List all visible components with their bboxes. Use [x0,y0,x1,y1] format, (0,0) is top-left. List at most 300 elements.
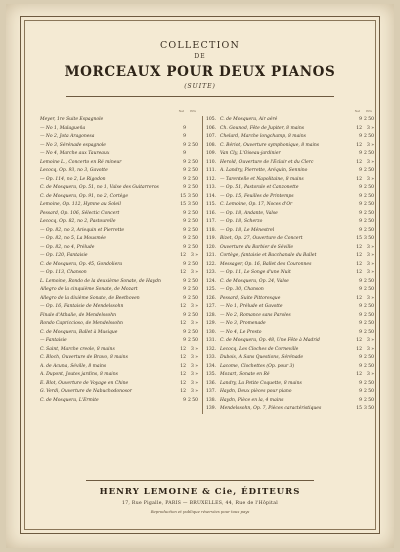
entry-net-price: 12 [356,253,362,258]
entry-net-price: 9 [359,287,362,292]
entry-price: 3 » [190,355,198,360]
entry-net-price: 9 [183,397,186,403]
entry-price: 2 50 [363,287,374,292]
entry-number: 113. [206,185,217,190]
entry-number: 114. [206,193,217,199]
entry-number: 105. [206,117,217,122]
catalogue-entry [26,150,198,159]
entry-price: 3 » [190,389,198,394]
entry-title: Dubois, A Sans Questions, Sérénade [220,355,304,360]
catalogue-entry [26,286,198,295]
catalogue-entry [206,193,374,202]
entry-price: 3 50 [363,406,374,411]
entry-title: A. Landry, Pierrette, Aréquin, Sennino [220,168,308,173]
entry-net-price: 12 [180,389,186,394]
entry-title: Finale d'Athalie, de Mendelssohn [40,312,117,318]
catalogue-entry [206,116,374,125]
catalogue-entry [206,125,374,134]
catalogue-entry [206,235,374,244]
entry-title: Lacome, Clochettes (Op. pour 3) [220,363,295,369]
entry-price: 2 50 [187,397,198,403]
entry-price: 2 50 [363,227,374,233]
entry-price: 2 50 [187,244,198,250]
entry-title: C. de Mosquera, Op. 45, Gondoliera [40,261,123,267]
entry-number: 127. [206,304,217,309]
entry-price: 2 50 [187,329,198,335]
entry-price: 2 50 [187,159,198,165]
entry-net-price: 12 [180,253,186,258]
entry-net-price: 9 [359,312,362,318]
catalogue-entry [206,218,374,227]
entry-price: 3 » [366,253,374,258]
entry-number: 119. [206,236,217,241]
entry-net-price: 9 [183,210,186,216]
entry-price: 3 » [366,295,374,301]
entry-number: 122. [206,261,217,267]
entry-title: Cortège, fantaisie et Bacchanale du Ballet [220,253,317,258]
left-column [26,116,198,405]
left-column-header [26,104,198,114]
entry-net-price: 12 [356,125,362,131]
entry-net-price: 15 [180,202,186,207]
entry-price: 2 50 [187,185,198,190]
catalogue-entry [26,269,198,278]
entry-price: 3 » [366,372,374,377]
entry-price: 2 50 [363,363,374,369]
entry-price: 2 50 [187,227,198,233]
entry-net-price: 9 [359,117,362,122]
entry-price: 3 » [366,125,374,131]
entry-net-price: 9 [183,176,186,182]
catalogue-entry [26,227,198,236]
entry-net-price: 9 [359,193,362,199]
entry-price: 2 50 [363,278,374,284]
entry-price: 2 50 [363,355,374,360]
entry-number: 112. [206,176,217,182]
entry-net-price: 12 [180,346,186,352]
entry-title: — Op. 82, no 4, Prélude [40,244,95,250]
entry-title: Pessard, Suite Pittoresque [220,295,281,301]
entry-net-price: 12 [180,372,186,377]
entry-net-price: 9 [359,321,362,326]
entry-title: Ouverture du Barbier de Séville [220,244,294,250]
entry-price: 3 » [366,176,374,182]
entry-title: — Op. 113, Chanson [40,270,87,275]
catalogue-entry [26,133,198,142]
entry-net-price: 12 [180,363,186,369]
entry-net-price: 9 [359,397,362,403]
entry-title: Rondo Capriccioso, de Mendelssohn [40,321,123,326]
entry-number: 116. [206,210,217,216]
catalogue-entry [26,244,198,253]
entry-price: 3 » [366,261,374,267]
catalogue-entry [26,210,198,219]
catalogue-entry [206,329,374,338]
catalogue-entry [206,159,374,168]
entry-number: 107. [206,134,217,139]
entry-number: 131. [206,338,217,343]
catalogue-entry [206,295,374,304]
entry-price: 2 50 [363,380,374,386]
entry-title: — Op. 11, Le Songe d'une Nuit [220,270,291,275]
entry-number: 121. [206,253,217,258]
entry-price: 2 50 [363,185,374,190]
catalogue-entry [26,303,198,312]
entry-price: 2 50 [187,176,198,182]
header-divider [66,96,334,97]
entry-price: 3 » [366,142,374,148]
entry-title: — Op. 51, Pastorale et Canzonette [220,185,299,190]
entry-price: 2 50 [363,219,374,224]
entry-number: 135. [206,372,217,377]
catalogue-entry [206,176,374,185]
entry-price: 3 » [366,338,374,343]
entry-price: 3 » [190,372,198,377]
catalogue-entry [206,252,374,261]
net-label-left: Net [178,109,184,113]
entry-title: — No 3, Promenade [220,321,266,326]
suite-subtitle: (SUITE) [184,83,216,90]
entry-price: 2 50 [363,304,374,309]
catalogue-entry [206,312,374,321]
entry-title: — Fantaisie [40,338,67,343]
catalogue-entry [206,337,374,346]
entry-number: 139. [206,406,217,411]
entry-net-price: 9 [359,134,362,139]
catalogue-entry [26,337,198,346]
entry-net-price: 9 [359,329,362,335]
entry-number: 136. [206,380,217,386]
entry-number: 118. [206,227,217,233]
entry-title: — Op. 30, Chanson [220,287,264,292]
entry-price: 3 » [190,380,198,386]
entry-net-price: 12 [180,304,186,309]
entry-price: 2 50 [363,134,374,139]
entry-title: Landry, La Petite Coquette, 8 mains [220,380,302,386]
de-heading: DE [194,53,206,60]
entry-title: Chelard, Marche longchamp, 8 mains [220,134,306,139]
entry-net-price: 12 [180,355,186,360]
catalogue-entry [206,346,374,355]
entry-price: 2 50 [363,397,374,403]
entry-title: Pessard, Op. 106, Sélectic Concert [40,210,120,216]
entry-net-price: 9 [183,159,186,165]
entry-net-price: 9 [183,125,186,131]
catalogue-entry [206,210,374,219]
catalogue-entry [206,363,374,372]
catalogue-entry [206,227,374,236]
entry-title: L. Lemoine, Rondo de la deuxième Sonate, de Haydn [40,278,161,284]
entry-net-price: 15 [356,406,362,411]
entry-title: Mozart, Sonate en Ré [220,372,270,377]
catalogue-entry [26,261,198,270]
entry-price: 2 50 [363,202,374,207]
entry-net-price: 12 [356,261,362,267]
entry-net-price: 12 [180,270,186,275]
catalogue-entry [26,159,198,168]
entry-title: — No 1, Prélude et Gavotte [220,304,283,309]
entry-price: 3 » [190,363,198,369]
entry-title: — Op. 16, Fantaisie de Mendelssohn [40,304,124,309]
entry-title: C. Saint, Marche creole, 8 mains [40,346,115,352]
entry-net-price: 12 [356,142,362,148]
entry-number: 110. [206,159,217,165]
entry-title: Lemoine L., Concerto en Ré mineur [40,159,122,165]
entry-net-price: 12 [356,295,362,301]
catalogue-entry [206,388,374,397]
catalogue-entry [26,354,198,363]
entry-net-price: 12 [356,244,362,250]
catalogue-entry [206,286,374,295]
entry-price: 2 50 [187,312,198,318]
entry-title: G. Verdi, Ouverture de Nabuchodonosor [40,389,132,394]
catalogue-table [26,104,374,476]
entry-title: Meyer, 1re Suite Espagnole [40,117,104,122]
entry-title: C. Bériot, Ouverture symphonique, 8 mains [220,142,320,148]
entry-net-price: 9 [183,261,186,267]
entry-net-price: 12 [356,346,362,352]
catalogue-entry [206,380,374,389]
entry-net-price: 9 [359,304,362,309]
publisher-address: 17, Rue Pigalle, PARIS — BRUXELLES, 44, Rue de l'Hôpital [121,501,279,506]
entry-price: 3 50 [187,193,198,199]
entry-title: — No 1, Malagueña [40,125,86,131]
entry-price: 3 » [190,253,198,258]
entry-net-price: 12 [356,372,362,377]
catalogue-entry [26,125,198,134]
catalogue-entry [26,346,198,355]
entry-price: 2 50 [187,142,198,148]
entry-net-price: 9 [359,227,362,233]
sheet-music-cover [6,4,394,548]
entry-title: Lemoine, Op. 112, Hymne au Soleil [40,202,121,207]
catalogue-entry [26,193,198,202]
entry-net-price: 9 [183,287,186,292]
entry-price: 2 50 [363,193,374,199]
entry-price: 2 50 [187,278,198,284]
right-column-header [202,104,374,114]
entry-price: 2 50 [187,287,198,292]
entry-net-price: 9 [359,168,362,173]
entry-price: 2 50 [187,338,198,343]
entry-title: Lecocq, Op. 93, no 3, Gavotte [40,168,108,173]
entry-price: 2 50 [363,389,374,394]
entry-title: A. de Acuna, Séville, 8 mains [40,363,107,369]
entry-number: 124. [206,278,217,284]
entry-number: 115. [206,202,217,207]
entry-title: A. Dupont, Joutes jardins, 8 mains [40,372,118,377]
entry-number: 123. [206,270,217,275]
entry-net-price: 9 [183,227,186,233]
catalogue-entry [26,201,198,210]
entry-net-price: 9 [359,355,362,360]
entry-title: Van Cly, L'Oiseau-jardinier [220,151,281,156]
catalogue-entry [26,176,198,185]
entry-title: C. de Mosquera, Op. 91, no 2, Cortège [40,193,128,199]
entry-price: 2 50 [363,312,374,318]
entry-title: — No 4, Le Presto [220,329,262,335]
entry-price: 3 » [366,270,374,275]
entry-price: 2 50 [363,151,374,156]
entry-net-price: 9 [359,278,362,284]
catalogue-entry [206,278,374,287]
catalogue-entry [206,133,374,142]
net-label-right: Net [354,109,360,113]
entry-title: Ch. Gounod, Fête de Jupiter, 8 mains [220,125,305,131]
entry-price: 2 50 [363,168,374,173]
entry-title: C. de Mosquera, Op. 51, no 1, Valse des Guitarreros [40,185,159,190]
entry-price: 3 » [190,346,198,352]
entry-price: 2 50 [363,321,374,326]
entry-net-price: 9 [359,389,362,394]
entry-net-price: 9 [183,142,186,148]
entry-net-price: 12 [356,338,362,343]
collection-heading: COLLECTION [159,40,241,51]
entry-net-price: 9 [183,134,186,139]
catalogue-entry [26,329,198,338]
entry-title: Bizet, Op. 27, Ouverture de Concert [220,236,303,241]
entry-net-price: 12 [180,380,186,386]
entry-net-price: 9 [359,363,362,369]
rights-note: Reproduction et publique réservées pour tous pays [150,509,250,514]
entry-price: 3 50 [363,236,374,241]
entry-price: 2 50 [363,329,374,335]
entry-net-price: 9 [183,244,186,250]
entry-price: 2 50 [187,219,198,224]
entry-net-price: 9 [183,295,186,301]
catalogue-entry [26,142,198,151]
entry-net-price: 12 [356,270,362,275]
entry-number: 108. [206,142,217,148]
entry-title: Lecocq, Les Cloches de Corneville [220,346,299,352]
catalogue-entry [26,363,198,372]
catalogue-entry [206,397,374,406]
entry-title: — Op. 18, Scherzo [220,219,263,224]
entry-net-price: 9 [359,210,362,216]
catalogue-entry [26,320,198,329]
entry-title: C. de Mosquera, Op. 48, Une Fête à Madrid [220,338,320,343]
catalogue-entry [26,380,198,389]
catalogue-entry [206,244,374,253]
entry-net-price: 12 [356,176,362,182]
entry-title: C. de Mosquera, Op. 24, Valse [220,278,289,284]
catalogue-entry [206,201,374,210]
entry-net-price: 9 [183,278,186,284]
catalogue-entry [26,278,198,287]
entry-price: 3 » [190,321,198,326]
entry-title: Allegro de la cinquième Sonate, de Mozart [40,287,138,292]
entry-price: 3 50 [187,202,198,207]
entry-number: 137. [206,389,217,394]
entry-number: 126. [206,295,217,301]
entry-title: Mendelssohn, Op. 7, Pièces caractéristiques [220,406,322,411]
catalogue-entry [26,116,198,125]
entry-number: 138. [206,397,217,403]
entry-title: E. Blot, Ouverture de Voyage en Chine [40,380,129,386]
catalogue-entry [206,269,374,278]
footer-divider [86,480,314,481]
catalogue-entry [26,371,198,380]
entry-title: — Op. 18, Le Ménestrel [220,227,275,233]
entry-number: 117. [206,219,217,224]
entry-net-price: 9 [183,168,186,173]
entry-price: 3 » [366,244,374,250]
entry-number: 111. [206,168,217,173]
entry-net-price: 9 [183,338,186,343]
entry-number: 130. [206,329,217,335]
entry-net-price: 9 [183,185,186,190]
entry-title: — No 2, Romance sans Paroles [220,312,291,318]
entry-number: 125. [206,287,217,292]
catalogue-entry [206,142,374,151]
entry-net-price: 9 [359,219,362,224]
catalogue-entry [206,261,374,270]
entry-title: Lecocq, Op. 82, no 2, Pastourelle [40,219,116,224]
entry-title: Haydn, Pièce en la, 4 mains [220,397,284,403]
entry-title: C. Lemoine, Op. 17, Noces d'Or [220,202,293,207]
entry-price: 2 50 [187,236,198,241]
entry-title: Messager, Op. 16, Ballet des Couronnes [220,261,312,267]
entry-net-price: 9 [359,202,362,207]
entry-title: Allegro de la dixième Sonate, de Beethoven [40,295,140,301]
entry-net-price: 9 [183,151,186,156]
right-column [202,116,374,414]
entry-number: 129. [206,321,217,326]
entry-number: 106. [206,125,217,131]
entry-number: 109. [206,151,217,156]
entry-number: 132. [206,346,217,352]
catalogue-entry [26,312,198,321]
entry-net-price: 12 [180,321,186,326]
page-title: MORCEAUX POUR DEUX PIANOS [64,64,336,80]
entry-net-price: 9 [183,219,186,224]
entry-title: — Op. 120, Fantaisie [40,253,88,258]
entry-title: C. de Mosquera, Air aéré [220,117,278,122]
entry-price: 3 » [366,346,374,352]
entry-title: — Op. 18, Andante, Valse [220,210,278,216]
entry-price: 2 50 [187,295,198,301]
catalogue-entry [26,295,198,304]
catalogue-entry [206,320,374,329]
entry-title: — Tarentelle et Napolitaine, 8 mains [220,176,304,182]
entry-price: 2 50 [187,261,198,267]
catalogue-entry [206,184,374,193]
entry-title: Haydn, Deux pièces pour piano [220,389,292,394]
entry-net-price: 12 [356,159,362,165]
publisher-name: HENRY LEMOINE & Cie, ÉDITEURS [99,487,301,497]
catalogue-entry [26,235,198,244]
entry-net-price: 9 [183,312,186,318]
entry-number: 134. [206,363,217,369]
entry-net-price: 9 [359,380,362,386]
catalogue-entry [26,388,198,397]
catalogue-entry [206,371,374,380]
entry-title: — Op. 15, Feuilles de Printemps [220,193,294,199]
catalogue-entry [26,397,198,406]
catalogue-entry [206,167,374,176]
catalogue-entry [206,354,374,363]
entry-title: — Op. 82, no 3, Ariequin et Pierrette [40,227,125,233]
entry-price: 2 50 [187,168,198,173]
entry-title: — No 2, Jota Aragonesa [40,134,95,139]
entry-title: — No 3, Sérénade espagnole [40,142,106,148]
catalogue-entry [26,184,198,193]
entry-price: 3 » [190,304,198,309]
catalogue-entry [206,150,374,159]
entry-title: C. Bloch, Ouverture de Bravo, 8 mains [40,355,128,360]
prix-label-right: Prix [366,109,372,113]
entry-net-price: 9 [183,236,186,241]
